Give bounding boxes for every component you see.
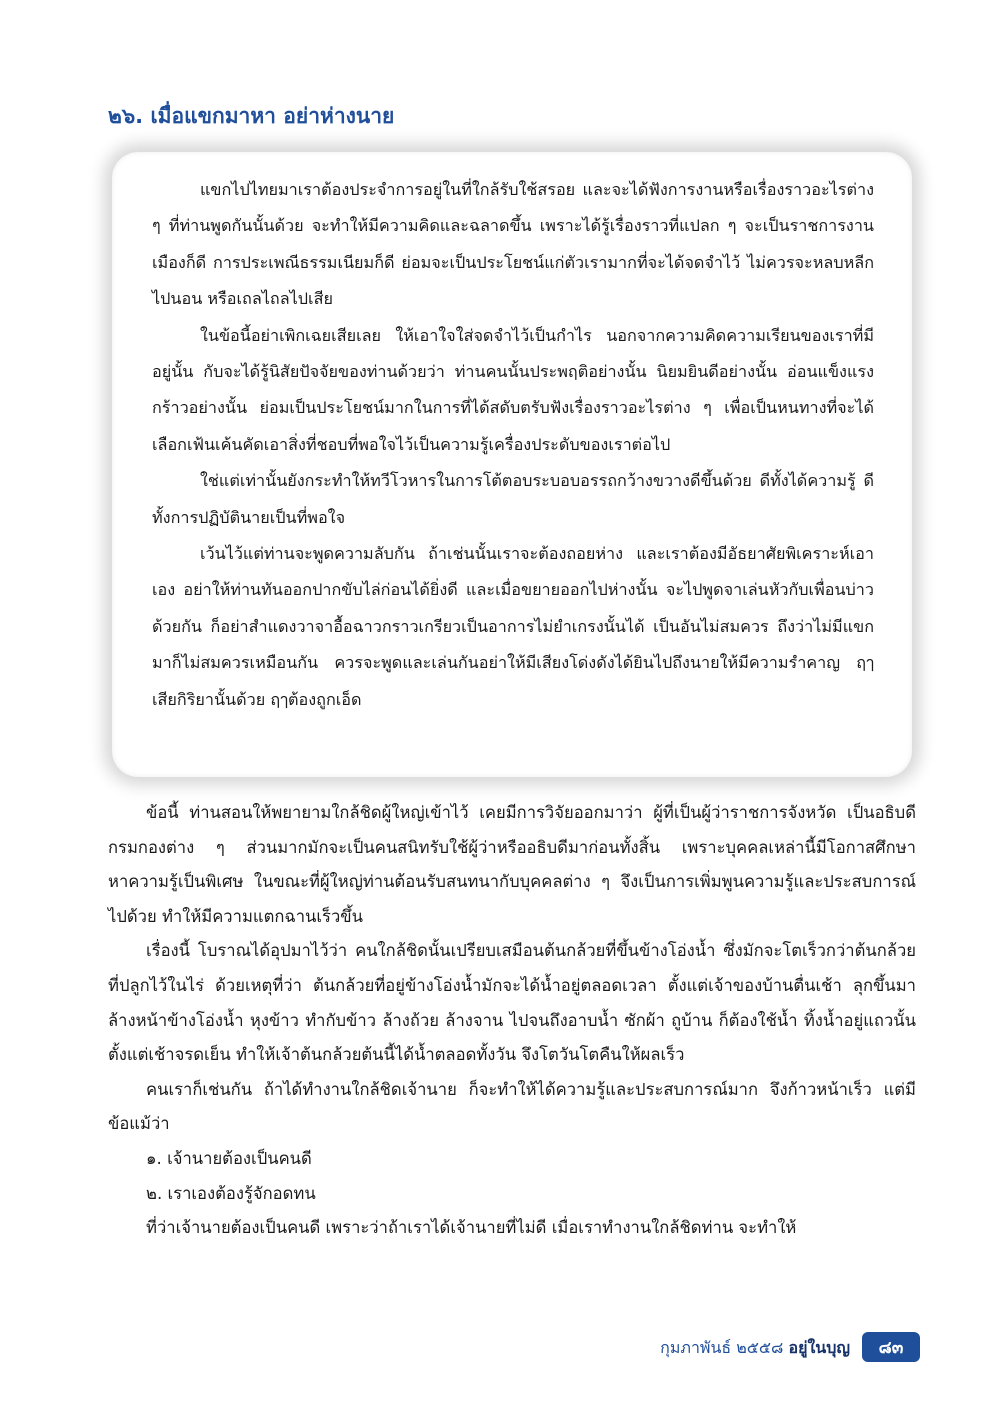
- article-heading: ๒๖. เมื่อแขกมาหา อย่าห่างนาย: [108, 104, 395, 128]
- page-number: ๘๓: [878, 1337, 904, 1358]
- body-paragraph: เรื่องนี้ โบราณได้อุปมาไว้ว่า คนใกล้ชิดนั้นเปรียบเสมือนต้นกล้วยที่ขึ้นข้างโอ่งน้ำ ซึ่งมักจะโตเร็วกว่าต้นกล้วยที่ปลูกไว้ในไร่ ด้วยเหตุที่ว่า ต้นกล้วยที่อยู่ข้างโอ่งน้ำมักจะได้น้ำอยู่ตลอดเวลา ตั้งแต่เจ้าของบ้านตื่นเช้า ลุกขึ้นมาล้างหน้าข้างโอ่งน้ำ หุงข้าว ทำกับข้าว ล้างถ้วย ล้างจาน ไปจนถึงอาบน้ำ ซักผ้า ถูบ้าน ก็ต้องใช้น้ำ ทิ้งน้ำอยู่แถวนั้น ตั้งแต่เช้าจรดเย็น ทำให้เจ้าต้นกล้วยต้นนี้ได้น้ำตลอดทั้งวัน จึงโตวันโตคืนให้ผลเร็ว: [108, 941, 916, 1065]
- quote-paragraph: แขกไปไทยมาเราต้องประจำการอยู่ในที่ใกล้รับใช้สรอย และจะได้ฟังการงานหรือเรื่องราวอะไรต่าง ๆ ที่ท่านพูดกันนั้นด้วย จะทำให้มีความคิดและฉลาดขึ้น เพราะได้รู้เรื่องราวที่แปลก ๆ จะเป็นราชการงานเมืองก็ดี การประเพณีธรรมเนียมก็ดี ย่อมจะเป็นประโยชน์แก่ตัวเรามากที่จะได้จดจำไว้ ไม่ควรจะหลบหลีกไปนอน หรือเถลไถลไปเสีย: [152, 180, 874, 309]
- body-paragraph: ที่ว่าเจ้านายต้องเป็นคนดี เพราะว่าถ้าเราได้เจ้านายที่ไม่ดี เมื่อเราทำงานใกล้ชิดท่าน จะทำให้: [146, 1218, 797, 1238]
- quote-paragraph: ใช่แต่เท่านั้นยังกระทำให้ทวีโวหารในการโต้ตอบระบอบอรรถกว้างขวางดีขึ้นด้วย ดีทั้งได้ความรู้ ดีทั้งการปฏิบัตินายเป็นที่พอใจ: [152, 471, 874, 527]
- body-paragraph: ข้อนี้ ท่านสอนให้พยายามใกล้ชิดผู้ใหญ่เข้าไว้ เคยมีการวิจัยออกมาว่า ผู้ที่เป็นผู้ว่าราชการจังหวัด เป็นอธิบดีกรมกองต่าง ๆ ส่วนมากมักจะเป็นคนสนิทรับใช้ผู้ว่าหรืออธิบดีมาก่อนทั้งสิ้น เพราะบุคคลเหล่านี้มีโอกาสศึกษาหาความรู้เป็นพิเศษ ในขณะที่ผู้ใหญ่ท่านต้อนรับสนทนากับบุคคลต่าง ๆ จึงเป็นการเพิ่มพูนความรู้และประสบการณ์ไปด้วย ทำให้มีความแตกฉานเร็วขึ้น: [108, 803, 916, 926]
- quote-paragraph: เว้นไว้แต่ท่านจะพูดความลับกัน ถ้าเช่นนั้นเราจะต้องถอยห่าง และเราต้องมีอัธยาศัยพิเคราะห์เอาเอง อย่าให้ท่านทันออกปากขับไล่ก่อนได้ยิ่งดี และเมื่อขยายออกไปห่างนั้น จะไปพูดจาเล่นหัวกับเพื่อนบ่าวด้วยกัน ก็อย่าสำแดงวาจาอื้อฉาวกราวเกรียวเป็นอาการไม่ยำเกรงนั้นได้ เป็นอันไม่สมควร ถึงว่าไม่มีแขกมาก็ไม่สมควรเหมือนกัน ควรจะพูดและเล่นกันอย่าให้มีเสียงโด่งดังได้ยินไปถึงนายให้มีความรำคาญ ฤๅเสียกิริยานั้นด้วย ฤๅต้องถูกเอ็ด: [152, 544, 874, 709]
- article-body: [108, 796, 916, 1246]
- page-footer: [0, 1330, 1000, 1370]
- magazine-name: อยู่ในบุญ: [788, 1338, 850, 1357]
- quote-paragraph: ในข้อนี้อย่าเพิกเฉยเสียเลย ให้เอาใจใส่จดจำไว้เป็นกำไร นอกจากความคิดความเรียนของเราที่มีอยู่นั้น กับจะได้รู้นิสัยปัจจัยของท่านด้วยว่า ท่านคนนั้นประพฤติอย่างนั้น นิยมยินดีอย่างนั้น อ่อนแข็งแรงกร้าวอย่างนั้น ย่อมเป็นประโยชน์มากในการที่ได้สดับตรับฟังเรื่องราวอะไรต่าง ๆ เพื่อเป็นหนทางที่จะได้เลือกเฟ้นเค้นคัดเอาสิ่งที่ชอบที่พอใจไว้เป็นความรู้เครื่องประดับของเราต่อไป: [152, 325, 874, 454]
- quote-box: [112, 152, 912, 777]
- body-paragraph: คนเราก็เช่นกัน ถ้าได้ทำงานใกล้ชิดเจ้านาย ก็จะทำให้ได้ความรู้และประสบการณ์มาก จึงก้าวหน้าเร็ว แต่มีข้อแม้ว่า: [108, 1079, 916, 1134]
- page-number-badge: [862, 1332, 920, 1362]
- issue-date: กุมภาพันธ์ ๒๕๕๘: [660, 1338, 784, 1357]
- list-item: ๑. เจ้านายต้องเป็นคนดี: [146, 1148, 312, 1168]
- footer-issue: [660, 1336, 850, 1361]
- list-item: ๒. เราเองต้องรู้จักอดทน: [146, 1183, 316, 1203]
